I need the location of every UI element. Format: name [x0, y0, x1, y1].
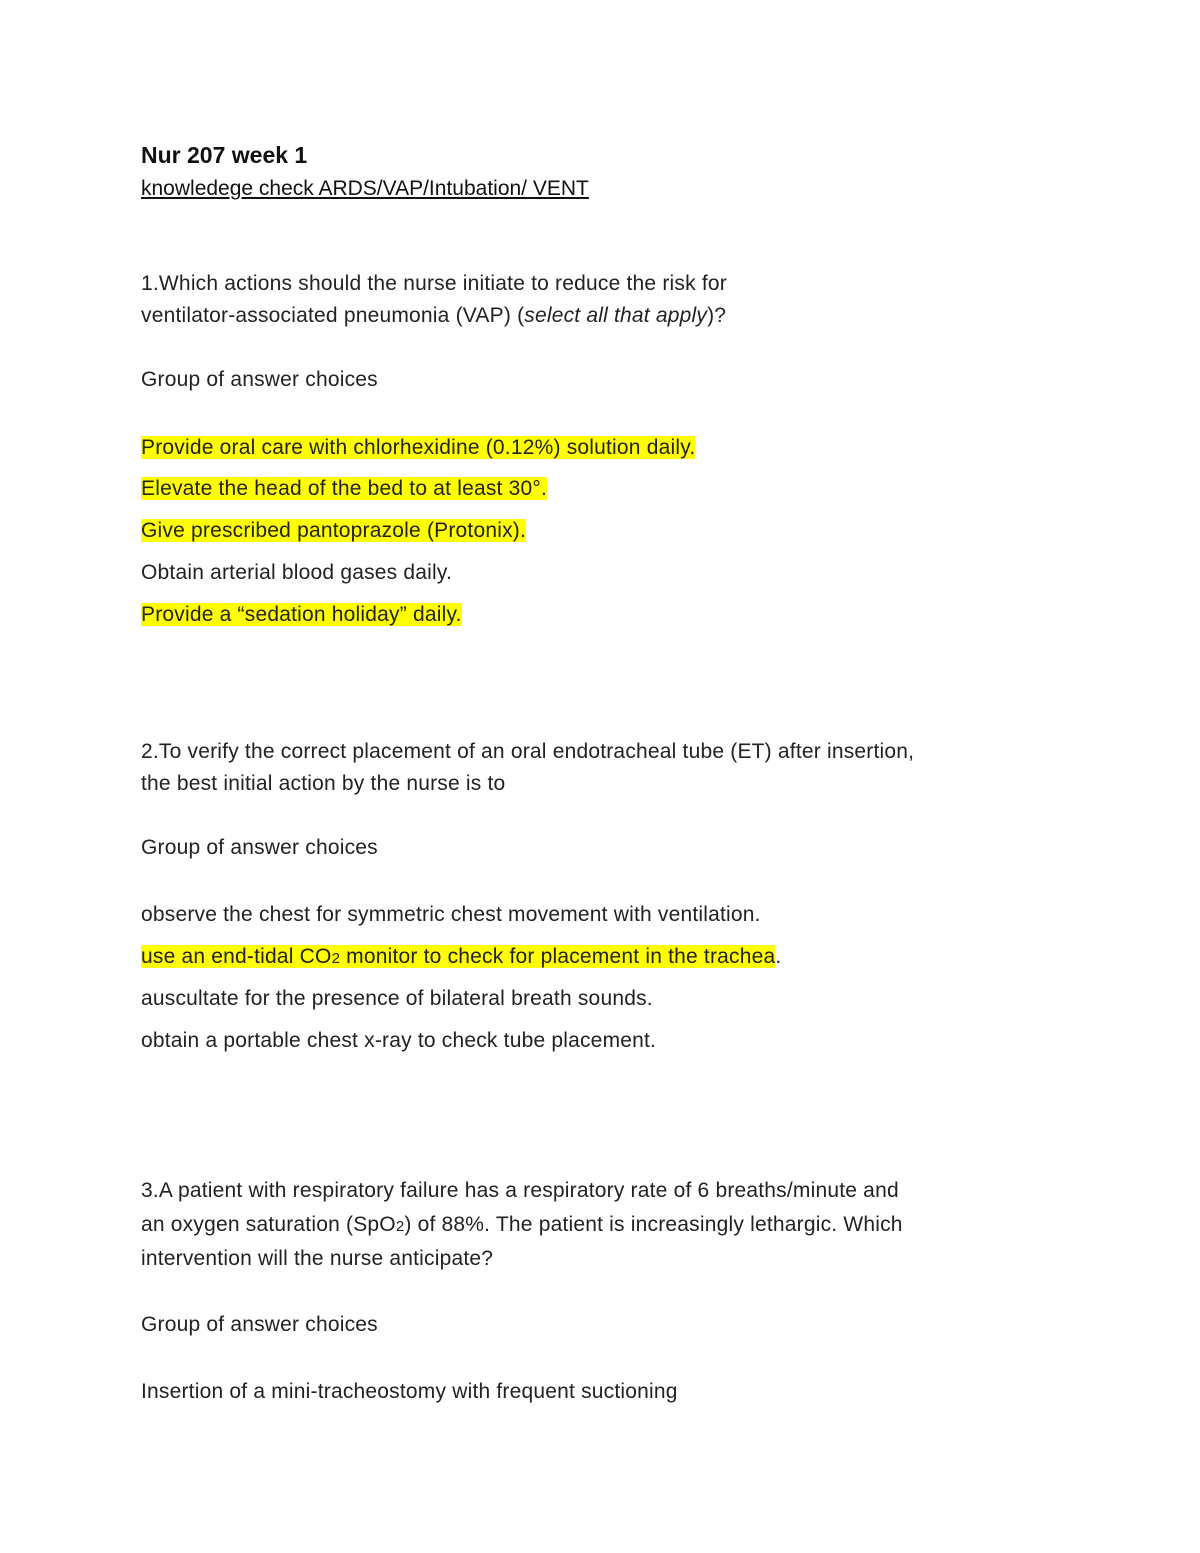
answer-text-part: monitor to check for placement in the trachea [340, 945, 776, 968]
answer-choice[interactable] [141, 436, 695, 460]
answer-text-highlighted [141, 945, 775, 968]
answer-text: observe the chest for symmetric chest movement with ventilation. [141, 903, 761, 926]
answer-choice[interactable] [141, 1380, 678, 1404]
question-1-line-2-end: )? [707, 304, 727, 327]
answer-choice[interactable] [141, 903, 761, 927]
question-3-line-2 [141, 1209, 903, 1243]
answer-choice[interactable] [141, 1029, 656, 1053]
answer-choice[interactable] [141, 603, 462, 627]
question-3-line-2-text: an oxygen saturation (SpO [141, 1213, 396, 1236]
question-2-line-1: 2.To verify the correct placement of an oral endotracheal tube (ET) after insertion, [141, 740, 915, 763]
question-1-instruction: select all that apply [524, 304, 708, 327]
question-2-group-label: Group of answer choices [141, 836, 378, 859]
document-title: Nur 207 week 1 [141, 142, 308, 168]
answer-text: Provide oral care with chlorhexidine (0.12%) solution daily. [141, 436, 696, 459]
question-1-line-2-text: ventilator-associated pneumonia (VAP) ( [141, 304, 525, 327]
answer-text-part: use an end-tidal CO [141, 945, 332, 968]
subscript: 2 [331, 950, 341, 967]
question-3-line-2-end: ) of 88%. The patient is increasingly lethargic. Which [404, 1213, 903, 1236]
question-1-line-2 [141, 300, 726, 332]
subscript: 2 [395, 1218, 405, 1235]
answer-text-tail: . [775, 945, 782, 968]
answer-choice[interactable] [141, 519, 526, 543]
answer-choice[interactable] [141, 945, 781, 969]
answer-text: Elevate the head of the bed to at least 30°. [141, 477, 547, 500]
answer-choice[interactable] [141, 477, 547, 501]
question-2-line-2: the best initial action by the nurse is to [141, 772, 506, 795]
question-3-group-label: Group of answer choices [141, 1313, 378, 1336]
answer-text: auscultate for the presence of bilateral breath sounds. [141, 987, 653, 1010]
question-1-line-1: 1.Which actions should the nurse initiate to reduce the risk for [141, 272, 727, 295]
answer-text: Obtain arterial blood gases daily. [141, 561, 453, 584]
question-3-line-1: 3.A patient with respiratory failure has a respiratory rate of 6 breaths/minute and [141, 1179, 899, 1202]
answer-text: Provide a “sedation holiday” daily. [141, 603, 462, 626]
answer-choice[interactable] [141, 987, 653, 1011]
answer-text: obtain a portable chest x-ray to check tube placement. [141, 1029, 657, 1052]
answer-choice[interactable] [141, 561, 452, 585]
question-1-group-label: Group of answer choices [141, 368, 378, 391]
answer-text: Give prescribed pantoprazole (Protonix). [141, 519, 527, 542]
document-subtitle: knowledege check ARDS/VAP/Intubation/ VENT [141, 177, 589, 200]
answer-text: Insertion of a mini-tracheostomy with frequent suctioning [141, 1380, 678, 1403]
question-3-line-3: intervention will the nurse anticipate? [141, 1247, 494, 1270]
